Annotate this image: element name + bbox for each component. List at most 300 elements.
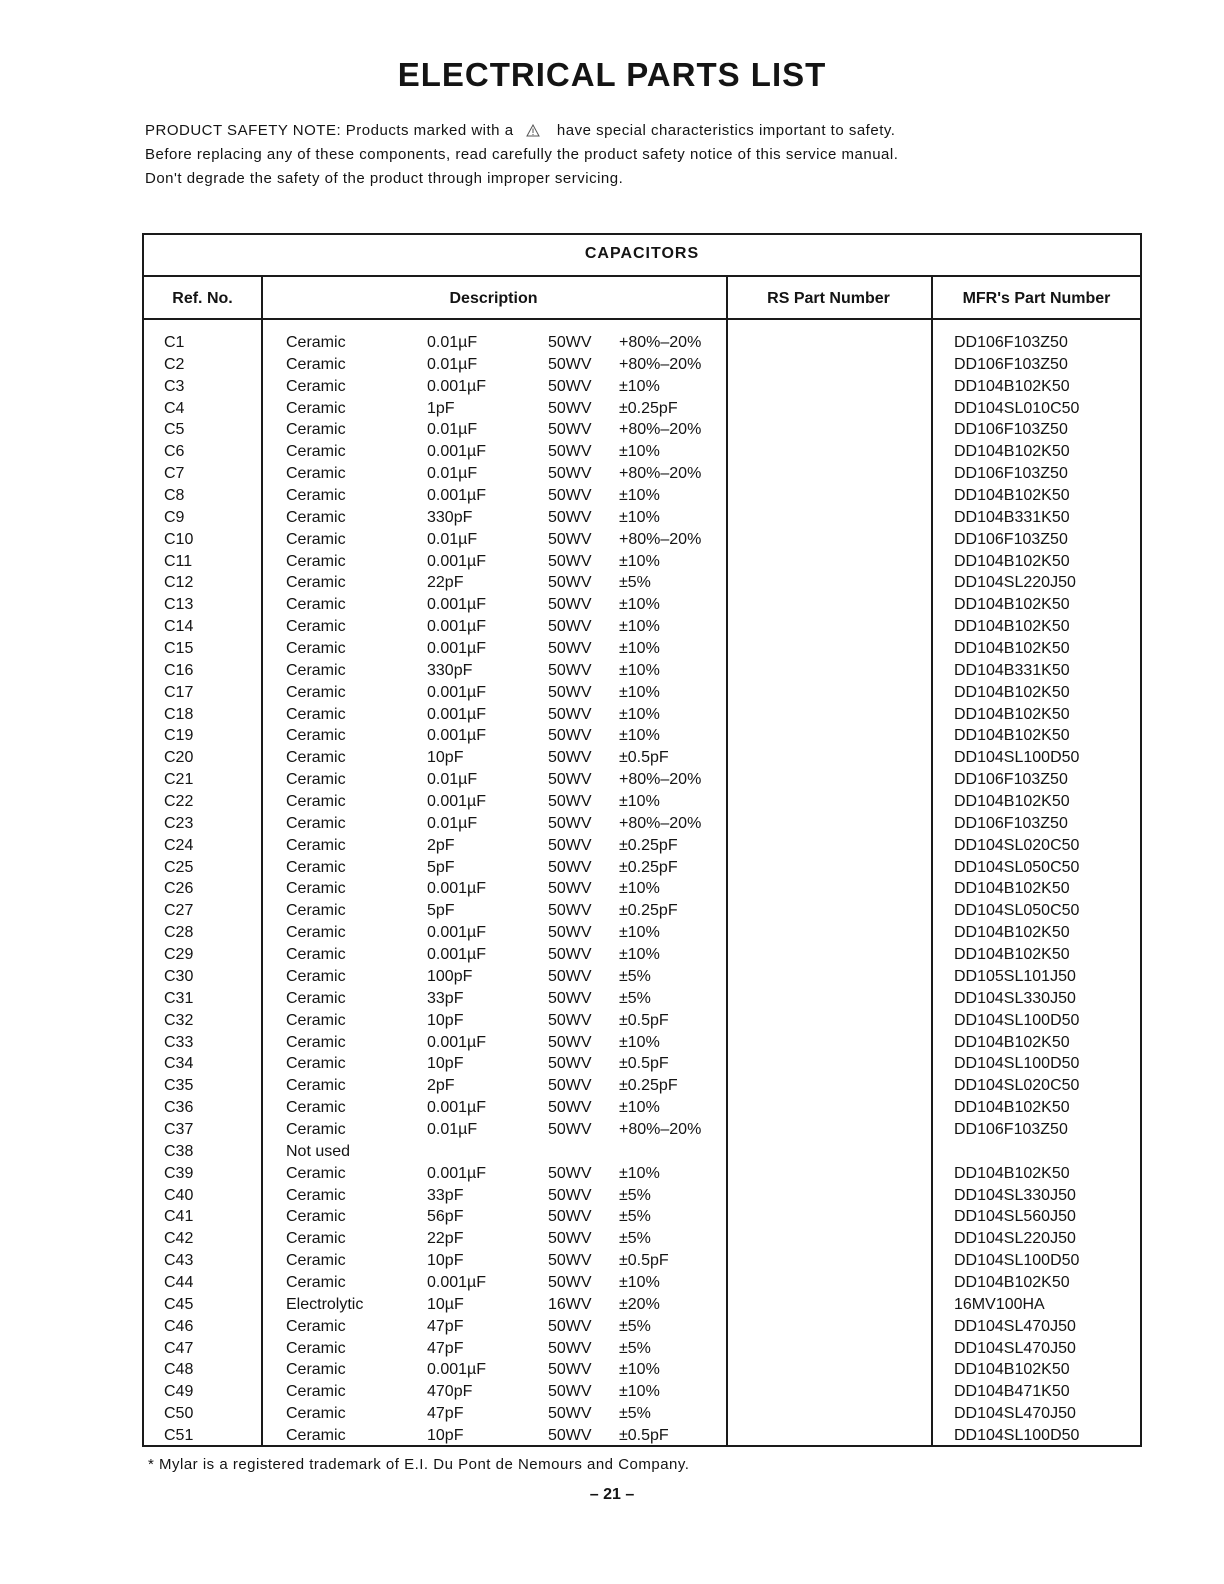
ref-no-cell: C9 [164,508,185,526]
type-cell: Ceramic [286,1208,346,1226]
mfr-part-cell: DD104SL560J50 [954,1208,1076,1226]
tolerance-cell: ±10% [619,793,660,811]
tolerance-cell: ±5% [619,1230,651,1248]
type-cell: Ceramic [286,1120,346,1138]
value-cell: 0.01µF [427,355,478,373]
warning-triangle-icon [526,124,540,141]
voltage-cell: 50WV [548,421,592,439]
table-row [144,1338,1140,1360]
tolerance-cell: ±0.5pF [619,749,669,767]
mfr-part-cell: DD105SL101J50 [954,967,1076,985]
type-cell: Ceramic [286,487,346,505]
table-row [144,769,1140,791]
voltage-cell: 50WV [548,793,592,811]
mfr-part-cell: DD106F103Z50 [954,530,1068,548]
voltage-cell: 50WV [548,727,592,745]
value-cell: 0.001µF [427,487,487,505]
tolerance-cell: +80%–20% [619,1120,702,1138]
table-row [144,725,1140,747]
tolerance-cell: ±0.25pF [619,836,678,854]
ref-no-cell: C3 [164,377,185,395]
value-cell: 47pF [427,1405,464,1423]
type-cell: Ceramic [286,596,346,614]
voltage-cell: 50WV [548,1186,592,1204]
table-body [144,332,1140,1447]
value-cell: 47pF [427,1339,464,1357]
value-cell: 0.01µF [427,530,478,548]
ref-no-cell: C17 [164,683,194,701]
ref-no-cell: C45 [164,1295,194,1313]
ref-no-cell: C37 [164,1120,194,1138]
mfr-part-cell: DD104B102K50 [954,793,1070,811]
tolerance-cell: ±0.25pF [619,399,678,417]
table-row [144,572,1140,594]
tolerance-cell: ±0.25pF [619,902,678,920]
table-row [144,966,1140,988]
voltage-cell: 50WV [548,574,592,592]
ref-no-cell: C13 [164,596,194,614]
type-cell: Ceramic [286,1426,346,1444]
ref-no-cell: C1 [164,334,185,351]
type-cell: Ceramic [286,1164,346,1182]
type-cell: Ceramic [286,1317,346,1335]
voltage-cell: 50WV [548,1055,592,1073]
mfr-part-cell: DD104B102K50 [954,924,1070,942]
ref-no-cell: C25 [164,858,194,876]
mfr-part-cell: DD104B102K50 [954,1164,1070,1182]
table-row [144,1010,1140,1032]
mfr-part-cell: DD104SL220J50 [954,1230,1076,1248]
mfr-part-cell: DD106F103Z50 [954,814,1068,832]
voltage-cell: 50WV [548,989,592,1007]
value-cell: 56pF [427,1208,464,1226]
mfr-part-cell: DD106F103Z50 [954,334,1068,351]
table-row [144,900,1140,922]
voltage-cell: 50WV [548,618,592,636]
ref-no-cell: C4 [164,399,185,417]
voltage-cell: 50WV [548,640,592,658]
mfr-part-cell: DD104B331K50 [954,661,1070,679]
voltage-cell: 50WV [548,814,592,832]
value-cell: 0.001µF [427,377,487,395]
value-cell: 0.01µF [427,421,478,439]
table-row [144,835,1140,857]
mfr-part-cell: DD104B102K50 [954,443,1070,461]
value-cell: 0.01µF [427,814,478,832]
tolerance-cell: ±10% [619,443,660,461]
voltage-cell: 50WV [548,858,592,876]
tolerance-cell: ±0.5pF [619,1055,669,1073]
mfr-part-cell: DD104SL010C50 [954,399,1080,417]
ref-no-cell: C5 [164,421,185,439]
ref-no-cell: C27 [164,902,194,920]
type-cell: Ceramic [286,421,346,439]
footnote: * Mylar is a registered trademark of E.I. Du Pont de Nemours and Company. [148,1456,690,1473]
value-cell: 0.001µF [427,880,487,898]
ref-no-cell: C31 [164,989,194,1007]
type-cell: Ceramic [286,443,346,461]
type-cell: Ceramic [286,836,346,854]
table-row [144,747,1140,769]
tolerance-cell: +80%–20% [619,334,702,351]
table-row [144,1185,1140,1207]
ref-no-cell: C42 [164,1230,194,1248]
type-cell: Ceramic [286,618,346,636]
mfr-part-cell: DD104B102K50 [954,1099,1070,1117]
voltage-cell: 50WV [548,836,592,854]
type-cell: Ceramic [286,793,346,811]
mfr-part-cell: DD104B102K50 [954,596,1070,614]
type-cell: Ceramic [286,530,346,548]
table-row [144,1032,1140,1054]
value-cell: 100pF [427,967,473,985]
table-title: CAPACITORS [584,245,700,262]
voltage-cell: 50WV [548,705,592,723]
mfr-part-cell: DD104B102K50 [954,946,1070,964]
value-cell: 0.01µF [427,771,478,789]
tolerance-cell: ±10% [619,377,660,395]
table-row [144,1053,1140,1075]
ref-no-cell: C7 [164,465,185,483]
ref-no-cell: C48 [164,1361,194,1379]
mfr-part-cell: DD104SL470J50 [954,1339,1076,1357]
mfr-part-cell: DD104B102K50 [954,552,1070,570]
table-row [144,507,1140,529]
value-cell: 0.001µF [427,640,487,658]
mfr-part-cell: DD104SL470J50 [954,1317,1076,1335]
tolerance-cell: ±10% [619,596,660,614]
table-row [144,529,1140,551]
ref-no-cell: C35 [164,1077,194,1095]
value-cell: 0.001µF [427,1164,487,1182]
ref-no-cell: C40 [164,1186,194,1204]
table-row [144,551,1140,573]
ref-no-cell: C51 [164,1426,194,1444]
voltage-cell: 50WV [548,1405,592,1423]
mfr-part-cell: DD104SL020C50 [954,1077,1080,1095]
mfr-part-cell: DD104B102K50 [954,377,1070,395]
voltage-cell: 50WV [548,1361,592,1379]
ref-no-cell: C11 [164,552,193,570]
tolerance-cell: +80%–20% [619,355,702,373]
table-row [144,1075,1140,1097]
type-cell: Ceramic [286,683,346,701]
header-mfr-part-number: MFR's Part Number [962,290,1111,307]
mfr-part-cell: DD106F103Z50 [954,1120,1068,1138]
voltage-cell: 50WV [548,1273,592,1291]
voltage-cell: 50WV [548,1230,592,1248]
value-cell: 10µF [427,1295,464,1313]
value-cell: 1pF [427,399,455,417]
tolerance-cell: +80%–20% [619,771,702,789]
value-cell: 2pF [427,836,455,854]
tolerance-cell: ±0.25pF [619,858,678,876]
voltage-cell: 50WV [548,530,592,548]
tolerance-cell: +80%–20% [619,421,702,439]
ref-no-cell: C22 [164,793,194,811]
ref-no-cell: C30 [164,967,194,985]
tolerance-cell: ±0.5pF [619,1252,669,1270]
ref-no-cell: C10 [164,530,194,548]
value-cell: 0.001µF [427,946,487,964]
mfr-part-cell: DD104SL330J50 [954,1186,1076,1204]
type-cell: Ceramic [286,334,346,351]
mfr-part-cell: DD104B102K50 [954,727,1070,745]
mfr-part-cell: DD106F103Z50 [954,465,1068,483]
value-cell: 0.01µF [427,465,478,483]
table-row [144,1381,1140,1403]
safety-note-line1 [145,122,895,141]
mfr-part-cell: DD104SL050C50 [954,902,1080,920]
tolerance-cell: ±10% [619,618,660,636]
safety-note-text-b: have special characteristics important to safety. [556,122,896,139]
value-cell: 10pF [427,1252,464,1270]
mfr-part-cell: DD104SL470J50 [954,1405,1076,1423]
type-cell: Ceramic [286,1186,346,1204]
mfr-part-cell: DD104SL100D50 [954,1426,1080,1444]
table-row [144,485,1140,507]
voltage-cell: 50WV [548,465,592,483]
voltage-cell: 50WV [548,661,592,679]
type-cell: Ceramic [286,1339,346,1357]
tolerance-cell: ±10% [619,1033,660,1051]
ref-no-cell: C15 [164,640,194,658]
ref-no-cell: C46 [164,1317,194,1335]
tolerance-cell: ±10% [619,487,660,505]
tolerance-cell: ±0.5pF [619,1426,669,1444]
type-cell: Ceramic [286,989,346,1007]
ref-no-cell: C18 [164,705,194,723]
ref-no-cell: C23 [164,814,194,832]
table-row [144,922,1140,944]
type-cell: Electrolytic [286,1295,364,1313]
mfr-part-cell: DD104SL100D50 [954,1011,1080,1029]
ref-no-cell: C44 [164,1273,194,1291]
value-cell: 2pF [427,1077,455,1095]
mfr-part-cell: DD104SL330J50 [954,989,1076,1007]
ref-no-cell: C29 [164,946,194,964]
table-row [144,1097,1140,1119]
voltage-cell: 50WV [548,1339,592,1357]
tolerance-cell: ±10% [619,705,660,723]
tolerance-cell: ±5% [619,1208,651,1226]
type-cell: Ceramic [286,727,346,745]
voltage-cell: 50WV [548,1033,592,1051]
mfr-part-cell: DD104B471K50 [954,1383,1070,1401]
tolerance-cell: ±10% [619,946,660,964]
mfr-part-cell: DD104B102K50 [954,880,1070,898]
ref-no-cell: C26 [164,880,194,898]
value-cell: 22pF [427,1230,464,1248]
ref-no-cell: C32 [164,1011,194,1029]
value-cell: 0.01µF [427,334,478,351]
ref-no-cell: C39 [164,1164,194,1182]
type-cell: Ceramic [286,1011,346,1029]
header-rs-part-number: RS Part Number [767,290,890,307]
voltage-cell: 50WV [548,1077,592,1095]
tolerance-cell: ±10% [619,552,660,570]
mfr-part-cell: DD104B102K50 [954,1361,1070,1379]
mfr-part-cell: DD104B102K50 [954,487,1070,505]
type-cell: Ceramic [286,946,346,964]
value-cell: 47pF [427,1317,464,1335]
table-row [144,616,1140,638]
type-cell: Ceramic [286,574,346,592]
table-row [144,354,1140,376]
voltage-cell: 50WV [548,1383,592,1401]
table-row [144,419,1140,441]
table-row [144,1316,1140,1338]
table-row [144,1141,1140,1163]
mfr-part-cell: DD104B102K50 [954,618,1070,636]
value-cell: 0.001µF [427,924,487,942]
tolerance-cell: ±5% [619,1317,651,1335]
tolerance-cell: +80%–20% [619,465,702,483]
tolerance-cell: ±10% [619,1099,660,1117]
value-cell: 10pF [427,1011,464,1029]
type-cell: Ceramic [286,552,346,570]
tolerance-cell: ±10% [619,924,660,942]
table-row [144,660,1140,682]
value-cell: 0.001µF [427,1099,487,1117]
value-cell: 0.001µF [427,705,487,723]
ref-no-cell: C43 [164,1252,194,1270]
value-cell: 0.001µF [427,1033,487,1051]
mfr-part-cell: DD104SL100D50 [954,1252,1080,1270]
type-cell: Ceramic [286,1273,346,1291]
table-row [144,594,1140,616]
type-cell: Ceramic [286,1055,346,1073]
ref-no-cell: C24 [164,836,194,854]
tolerance-cell: ±0.25pF [619,1077,678,1095]
type-cell: Ceramic [286,705,346,723]
value-cell: 470pF [427,1383,473,1401]
capacitors-table [142,233,1142,1447]
value-cell: 10pF [427,1426,464,1444]
value-cell: 0.001µF [427,1361,487,1379]
header-description: Description [449,290,538,307]
voltage-cell: 50WV [548,334,592,351]
ref-no-cell: C21 [164,771,194,789]
table-row [144,332,1140,354]
value-cell: 5pF [427,902,455,920]
tolerance-cell: +80%–20% [619,814,702,832]
mfr-part-cell: DD104SL100D50 [954,749,1080,767]
ref-no-cell: C47 [164,1339,194,1357]
value-cell: 330pF [427,508,473,526]
tolerance-cell: ±10% [619,1383,660,1401]
voltage-cell: 50WV [548,749,592,767]
ref-no-cell: C50 [164,1405,194,1423]
table-row [144,398,1140,420]
voltage-cell: 50WV [548,508,592,526]
type-cell: Ceramic [286,924,346,942]
voltage-cell: 50WV [548,596,592,614]
type-cell: Ceramic [286,508,346,526]
tolerance-cell: ±5% [619,1405,651,1423]
ref-no-cell: C14 [164,618,194,636]
ref-no-cell: C34 [164,1055,194,1073]
table-row [144,878,1140,900]
mfr-part-cell: DD104SL050C50 [954,858,1080,876]
type-cell: Ceramic [286,967,346,985]
table-row [144,813,1140,835]
table-row [144,463,1140,485]
value-cell: 0.001µF [427,793,487,811]
voltage-cell: 50WV [548,967,592,985]
page-title: ELECTRICAL PARTS LIST [397,56,827,93]
value-cell: 0.001µF [427,552,487,570]
table-divider [144,275,1140,277]
mfr-part-cell: DD104B102K50 [954,640,1070,658]
ref-no-cell: C38 [164,1142,194,1160]
voltage-cell: 50WV [548,1317,592,1335]
type-cell: Not used [286,1142,351,1160]
type-cell: Ceramic [286,399,346,417]
voltage-cell: 50WV [548,1011,592,1029]
table-row [144,376,1140,398]
type-cell: Ceramic [286,771,346,789]
value-cell: 5pF [427,858,455,876]
tolerance-cell: ±0.5pF [619,1011,669,1029]
voltage-cell: 50WV [548,355,592,373]
table-row [144,1359,1140,1381]
type-cell: Ceramic [286,377,346,395]
ref-no-cell: C12 [164,574,194,592]
tolerance-cell: ±10% [619,880,660,898]
tolerance-cell: ±10% [619,1361,660,1379]
tolerance-cell: ±10% [619,508,660,526]
ref-no-cell: C28 [164,924,194,942]
voltage-cell: 50WV [548,377,592,395]
header-ref-no: Ref. No. [172,290,233,307]
ref-no-cell: C41 [164,1208,194,1226]
table-row [144,1250,1140,1272]
type-cell: Ceramic [286,661,346,679]
value-cell: 0.001µF [427,443,487,461]
tolerance-cell: +80%–20% [619,530,702,548]
safety-note-line3: Don't degrade the safety of the product through improper servicing. [145,170,624,187]
mfr-part-cell: DD104SL100D50 [954,1055,1080,1073]
type-cell: Ceramic [286,355,346,373]
type-cell: Ceramic [286,1033,346,1051]
voltage-cell: 50WV [548,1099,592,1117]
mfr-part-cell: DD104B102K50 [954,1033,1070,1051]
table-row [144,441,1140,463]
ref-no-cell: C33 [164,1033,194,1051]
type-cell: Ceramic [286,1405,346,1423]
type-cell: Ceramic [286,1099,346,1117]
value-cell: 0.001µF [427,1273,487,1291]
mfr-part-cell: DD106F103Z50 [954,421,1068,439]
table-row [144,1294,1140,1316]
ref-no-cell: C19 [164,727,194,745]
mfr-part-cell: DD104B102K50 [954,683,1070,701]
table-row [144,857,1140,879]
header-divider [144,318,1140,320]
tolerance-cell: ±5% [619,989,651,1007]
type-cell: Ceramic [286,1077,346,1095]
table-row [144,704,1140,726]
value-cell: 0.001µF [427,596,487,614]
tolerance-cell: ±10% [619,640,660,658]
voltage-cell: 50WV [548,1426,592,1444]
ref-no-cell: C2 [164,355,185,373]
value-cell: 0.001µF [427,618,487,636]
value-cell: 10pF [427,1055,464,1073]
value-cell: 0.001µF [427,683,487,701]
voltage-cell: 50WV [548,1252,592,1270]
